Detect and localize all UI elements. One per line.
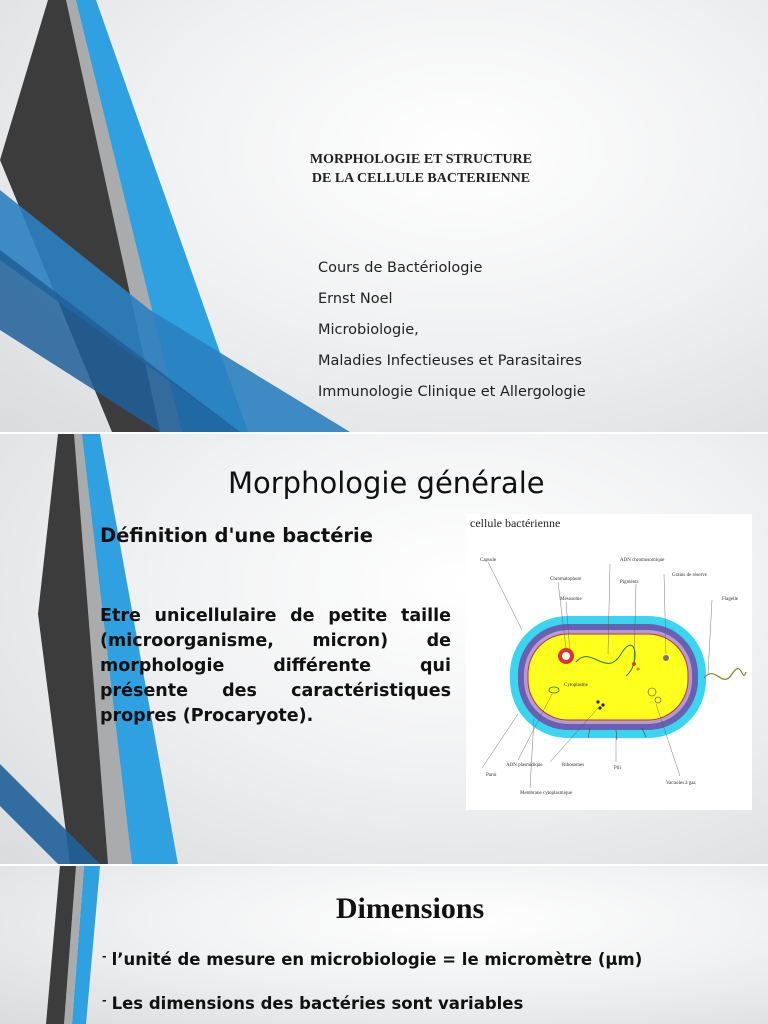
- course-info: [318, 258, 586, 413]
- label-chromatophore: Chromatophore: [550, 577, 582, 582]
- bullet-text: Les dimensions des bactéries sont variables: [111, 994, 524, 1013]
- info-line: Maladies Infectieuses et Parasitaires: [318, 353, 582, 369]
- slide-heading: Dimensions: [335, 892, 485, 925]
- title-line-2: DE LA CELLULE BACTERIENNE: [311, 171, 531, 186]
- label-paroi: Paroi: [486, 773, 497, 778]
- label-flagelle: Flagelle: [722, 597, 739, 602]
- slide-heading: Morphologie générale: [228, 466, 545, 500]
- definition-paragraph: Etre unicellulaire de petite taille (microorganisme, micron) de morphologie différente qui présente des caractéristiques propres (Procaryote).: [100, 606, 451, 726]
- label-mesosome: Mésosome: [560, 597, 582, 602]
- label-adn-plasmidique: ADN plasmidique: [506, 763, 543, 768]
- label-cytoplasme: Cytoplasme: [564, 683, 588, 688]
- bacterial-cell-diagram: [466, 514, 752, 810]
- label-ribosomes: Ribosomes: [562, 763, 585, 768]
- info-line: Cours de Bactériologie: [318, 260, 483, 276]
- info-line: Microbiologie,: [318, 322, 419, 338]
- info-line: Ernst Noel: [318, 291, 393, 307]
- diagram-title: cellule bactérienne: [470, 516, 561, 530]
- label-adn-chromosomique: ADN chromosomique: [620, 558, 665, 563]
- info-line: Immunologie Clinique et Allergologie: [318, 384, 586, 400]
- label-capsule: Capsule: [480, 558, 497, 563]
- title-line-1: MORPHOLOGIE ET STRUCTURE: [309, 152, 533, 167]
- label-grains: Grains de réserve: [672, 573, 707, 578]
- label-membrane: Membrane cytoplasmique: [520, 791, 573, 796]
- label-pili: Pili: [614, 766, 621, 771]
- bullet-dash: -: [102, 994, 107, 1007]
- title-slide: [0, 0, 768, 432]
- label-pigments: Pigments: [620, 580, 639, 585]
- bullet-text: l’unité de mesure en microbiologie = le micromètre (µm): [111, 950, 643, 969]
- definition-subtitle: Définition d'une bactérie: [100, 524, 373, 547]
- bullet-dash: -: [102, 950, 107, 963]
- presentation-title: [0, 150, 768, 188]
- bullet-item: [102, 994, 523, 1013]
- label-vacuoles: Vacuoles à gaz: [666, 781, 696, 786]
- bullet-item: [102, 950, 642, 969]
- cell-illustration: [466, 514, 752, 810]
